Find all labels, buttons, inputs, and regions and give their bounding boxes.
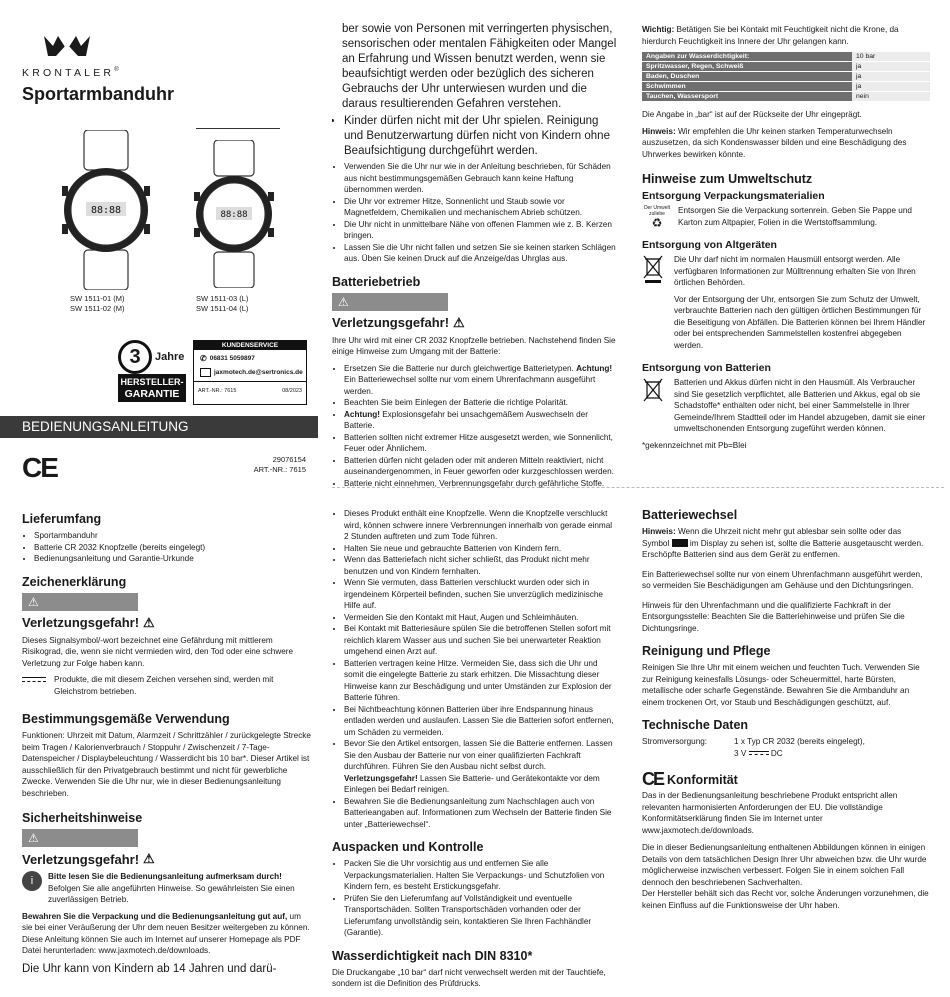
konform-p2: Die in dieser Bedienungsanleitung enthaltenen Abbildungen können in einigen Details von dem tatsächlichen Design Ihrer Uhr abweichen bzw. die Uhr wurde möglicherweise inzwischen verbessert. Folgen Sie in einem solchen Fall dennoch den beschriebenen Sachverhalten. (642, 843, 927, 887)
read-manual-text: Bitte lesen Sie die Bedienungsanleitung aufmerksam durch! Befolgen Sie alle angeführten Hinweise. So gewährleisten Sie einen zuverlässigen Betrieb. (48, 872, 295, 904)
list-item: • Packen Sie die Uhr vorsichtig aus und entfernen Sie alle Verpackungsmaterialien. Halten Sie Verpackungs- und Schutzfolien von Kindern fern, es besteht Erstickungsgefahr. (344, 858, 618, 893)
bestimmung-heading: Bestimmungsgemäße Verwendung (22, 712, 230, 726)
model-numbers-left: SW 1511-01 (M) SW 1511-02 (M) (70, 294, 125, 313)
battery-icon (672, 539, 688, 547)
read-manual-row (22, 871, 312, 911)
wechsel-p2: Ein Batteriewechsel sollte nur von einem Uhrenfachmann ausgeführt werden, so vermeiden Sie Beschädigungen am Gehäuse und den Dichtungsringen. (642, 569, 923, 590)
phone-icon: ✆ (200, 354, 207, 363)
bestimmung-text: Funktionen: Uhrzeit mit Datum, Alarmzeit / Schrittzähler / zurückgelegte Strecke beim Tragen / Kalorienverbrauch / Stoppuhr / Zwischenzeit / 7-Tage-Datenspeicher / Displaybeleuchtung / Wasserdicht bis 10 bar*. Dieser Artikel ist ausschließlich für den Privatgebrauch bestimmt und nicht für gewerbliche Zwecke. Verwenden Sie die Uhr nur, wie in dieser Bedienungsanleitung beschrieben. (22, 731, 311, 798)
list-item: • Batterien dürfen nicht geladen oder mit anderen Mitteln reaktiviert, nicht auseinandergenommen, in Feuer geworfen oder kurzgeschlossen werden. (344, 455, 618, 478)
warning-bar (22, 829, 138, 847)
list-item: • Vermeiden Sie den Kontakt mit Haut, Augen und Schleimhäuten. (344, 612, 618, 624)
warning-outline-icon: ⚠ (143, 614, 155, 630)
service-title: KUNDENSERVICE (194, 341, 306, 350)
tech-row (642, 736, 930, 759)
list-item: • Halten Sie neue und gebrauchte Batterien von Kindern fern. (344, 543, 618, 555)
altgeraete-row (642, 254, 930, 356)
wechsel-heading: Batteriewechsel (642, 508, 738, 522)
list-item: • Beachten Sie beim Einlegen der Batterie die richtige Polarität. (344, 397, 618, 409)
hinweis-text: Hinweis: Wir empfehlen die Uhr keinen starken Temperaturwechseln auszusetzen, da sich Kondenswasser bilden und eine Beschädigung des Uhrwerkes bewirken könnte. (642, 126, 907, 159)
safety-list (332, 161, 618, 265)
list-item: • Bewahren Sie die Bedienungsanleitung zum Nachschlagen auch von Batterieangaben auf. Informationen zum Wechseln der Batterie finden Sie unter „Batteriewechsel“. (344, 796, 618, 831)
list-item: • Wenn Sie vermuten, dass Batterien verschluckt wurden oder sich in irgendeinem Körperteil befinden, suchen Sie unverzüglich medizinische Hilfe auf. (344, 577, 618, 612)
children-cont: ber sowie von Personen mit verringerten physischen, sensorischen oder mentalen Fähigkeiten oder Mangel an Erfahrung und Wissen benutzt werden, wenn sie beaufsichtigt werden oder bezüglich des sicheren Gebrauchs der Uhr unterwiesen wurden und die daraus resultierenden Gefahren verstehen. (342, 23, 617, 110)
list-item: • Sportarmbanduhr (34, 530, 312, 542)
konform-heading: Konformität (667, 772, 738, 787)
customer-service-box (193, 340, 307, 405)
battery-list (332, 363, 618, 490)
krontaler-crown-icon (44, 34, 90, 58)
warning-triangle-icon: ⚠ (28, 594, 39, 609)
warning-bar (332, 293, 448, 311)
list-item: • Bedienungsanleitung und Garantie-Urkunde (34, 553, 312, 565)
list-item: • Wenn das Batteriefach nicht sicher schließt, das Produkt nicht mehr benutzen und von Kindern fernhalten. (344, 554, 618, 577)
table-row: Baden, Duschen ja (642, 72, 930, 82)
list-item: • Batterie CR 2032 Knopfzelle (bereits eingelegt) (34, 542, 312, 554)
injury-warning: Verletzungsgefahr! ⚠ (22, 851, 155, 867)
column-left-body (22, 512, 312, 977)
list-item: • Kinder dürfen nicht mit der Uhr spielen. Reinigung und Benutzerwartung dürfen nicht von Kindern ohne Beaufsichtigung durchgeführt werden. (344, 114, 618, 159)
watch-image-l (194, 140, 274, 288)
manual-banner: BEDIENUNGSANLEITUNG (0, 416, 318, 438)
technik-heading: Technische Daten (642, 718, 749, 732)
warranty-years-word: Jahre (155, 351, 185, 363)
column-right (642, 0, 934, 997)
zeichen-heading: Zeichenerklärung (22, 574, 127, 589)
list-item: • Batterie nicht einnehmen, Verbrennungsgefahr durch gefährliche Stoffe. (344, 478, 618, 490)
wasser-heading: Wasserdichtigkeit nach DIN 8310* (332, 948, 533, 963)
umwelt-heading: Hinweise zum Umweltschutz (642, 172, 813, 186)
table-row: Angaben zur Wasserdichtigkeit: 10 bar (642, 52, 930, 62)
verpackung-heading: Entsorgung Verpackungsmaterialien (642, 190, 825, 202)
list-item: • Batterien sollten nicht extremer Hitze ausgesetzt werden, wie Sonnenlicht, Feuer oder Ähnlichem. (344, 432, 618, 455)
batterie-heading: Batteriebetrieb (332, 274, 421, 289)
list-item: • Bei Kontakt mit Batteriesäure spülen Sie die betroffenen Stellen sofort mit reichlich klarem Wasser aus und suchen Sie bei unerwarteter Reaktion umgehend einen Arzt auf. (344, 623, 618, 658)
stromversorgung-voltage: 3 V DC (734, 748, 783, 758)
watch-size-line (196, 128, 280, 129)
konform-text: Das in der Bedienungsanleitung beschriebene Produkt entspricht allen relevanten harmonisierten Anforderungen der EU. Die vollständige Konformitätserklärung finden Sie im Internet unter www.jaxmotech.de/downloads. (642, 791, 898, 835)
keep-manual-text: Bewahren Sie die Verpackung und die Bedienungsanleitung gut auf, um sie bei einer Veräußerung der Uhr dem neuen Besitzer weitergeben zu können. Diese Anleitung können Sie auch im Internet auf unserer Homepage als PDF Datei herunterladen: www.jaxmotech.de/downloads. (22, 911, 310, 955)
dc-text: Produkte, die mit diesem Zeichen versehen sind, werden mit Gleichstrom betrieben. (54, 675, 274, 696)
crossed-bin-icon (642, 254, 666, 284)
batterie-intro: Ihre Uhr wird mit einer CR 2032 Knopfzelle betrieben. Nachstehend finden Sie einige Hinweise zum Umgang mit der Batterie: (332, 335, 616, 356)
warning-triangle-icon: ⚠ (338, 294, 349, 309)
list-item: • Achtung! Explosionsgefahr bei unsachgemäßem Auswechseln der Batterie. (344, 409, 618, 432)
warning-triangle-icon: ⚠ (28, 831, 39, 845)
service-art-number: ART.-NR.: 7615 (198, 388, 237, 394)
wechsel-p3: Hinweis für den Uhrenfachmann und die qualifizierte Fachkraft in der Entsorgungsstelle: Beachten Sie die Batteriehinweise und prüfen Sie die Dichtungsringe. (642, 600, 905, 633)
column-middle (332, 0, 618, 997)
altgeraete-text2: Vor der Entsorgung der Uhr, entsorgen Sie zum Schutz der Umwelt, verbrauchte Batterien nach den gültigen örtlichen Bestimmungen für die Beseitigung von Abfällen. Die Batterien können bei Ihrem Händler oder bei entsprechenden Sammelstellen kostenfrei abgegeben werden. (674, 294, 926, 350)
list-item: • Lassen Sie die Uhr nicht fallen und setzen Sie sie keinen starken Schlägen aus. Üben Sie keinen Druck auf die Anzeige/das Uhrglas aus. (344, 242, 618, 265)
ce-mark: CE (22, 452, 57, 483)
list-item: • Bei Nichtbeachtung können Batterien über ihre Endspannung hinaus entladen werden und auslaufen. Lassen Sie die Batterien sofort entfernen, um Schäden zu vermeiden. (344, 704, 618, 739)
dc-symbol-icon (22, 677, 46, 682)
injury-warning: Verletzungsgefahr! ⚠ (22, 614, 155, 630)
warranty-badge (118, 340, 186, 404)
reinigung-heading: Reinigung und Pflege (642, 644, 771, 658)
column-right-bottom (642, 508, 930, 916)
list-item: • Dieses Produkt enthält eine Knopfzelle. Wenn die Knopfzelle verschluckt wird, können schwere innere Verbrennungen innerhalb von gerade einmal 2 Stunden auftreten und zum Tode führen. (344, 508, 618, 543)
list-item: • Prüfen Sie den Lieferumfang auf Vollständigkeit und eventuelle Transportschäden. Sollten Transportschäden vorhanden oder der Lieferumfang unvollständig sein, kontaktieren Sie Ihren Fachhändler (Garantie). (344, 893, 618, 939)
column-left (0, 0, 318, 997)
verpackung-text: Entsorgen Sie die Verpackung sortenrein. Geben Sie Pappe und Karton zum Altpapier, Folien in die Wertstoffsammlung. (678, 206, 912, 227)
battery-safety-list (332, 508, 618, 830)
kinder-list (332, 114, 618, 159)
ce-small-mark: CE (642, 769, 664, 789)
reinigung-text: Reinigen Sie Ihre Uhr mit einem weichen und feuchten Tuch. Verwenden Sie zur Reinigung keinesfalls Lösungs- oder Scheuermittel, harte Bürsten, metallische oder scharfe Gegenstände. Bewahren Sie die Armbanduhr an einem trockenen Ort, vor Staub und Beschädigungen geschützt, auf. (642, 663, 920, 707)
wasser-text: Die Druckangabe „10 bar“ darf nicht verwechselt werden mit der Tauchtiefe, sondern ist die Definition des Prüfdrucks. (332, 967, 606, 988)
column-middle-top (332, 114, 618, 494)
table-row: Tauchen, Wassersport nein (642, 92, 930, 102)
warranty-label: HERSTELLER- GARANTIE (118, 374, 186, 402)
batterien-row (642, 377, 930, 440)
stromversorgung-label: Stromversorgung: (642, 737, 708, 746)
list-item: • Die Uhr vor extremer Hitze, Sonnenlicht und Staub sowie vor Magnetfeldern, Chemikalien und mechanischem Abrieb schützen. (344, 196, 618, 219)
service-phone: 06831 5059897 (209, 355, 255, 362)
stromversorgung-value: 1 x Typ CR 2032 (bereits eingelegt), (734, 737, 865, 746)
auspacken-heading: Auspacken und Kontrolle (332, 840, 484, 854)
pb-note: *gekennzeichnet mit Pb=Blei (642, 440, 747, 450)
article-codes: 29076154 ART.-NR.: 7615 (253, 455, 306, 474)
verpackung-row (642, 205, 930, 233)
service-date: 08/2023 (282, 388, 302, 394)
auspacken-list (332, 858, 618, 939)
column-right-top (642, 24, 930, 456)
svg-text:88:88: 88:88 (220, 210, 248, 220)
model-numbers-right: SW 1511-03 (L) SW 1511-04 (L) (196, 294, 249, 313)
batterien-text: Batterien und Akkus dürfen nicht in den Hausmüll. Als Verbraucher sind Sie gesetzlich verpflichtet, alle Batterien und Akkus, egal ob sie Schadstoffe* enthalten oder nicht, bei einer Sammelstelle in Ihrer Gemeinde/Ihrem Stadtteil oder im Handel abzugeben, damit sie einer umweltschonenden Entsorgung zugeführt werden können. (674, 378, 926, 433)
column-middle-bottom (332, 508, 618, 995)
lieferumfang-list (22, 530, 312, 565)
list-item: • Verwenden Sie die Uhr nur wie in der Anleitung beschrieben, für Schäden aus nicht bestimmungsgemäßen Gebrauch kann keine Haftung übernommen werden. (344, 161, 618, 196)
water-table (642, 52, 930, 101)
list-item: • Bevor Sie den Artikel entsorgen, lassen Sie die Batterie entfernen. Lassen Sie den Ausbau der Batterie nur von einer qualifizierten Fachkraft durchführen. Führen Sie den Ausbau nicht selbst durch. Verletzungsgefahr! Lassen Sie Batterie- und Gerätekontakte vor dem Einlegen bei Bedarf reinigen. (344, 738, 618, 796)
table-row: Spritzwasser, Regen, Schweiß ja (642, 62, 930, 72)
email-icon (200, 368, 211, 377)
wichtig-text: Wichtig: Betätigen Sie bei Kontakt mit Feuchtigkeit nicht die Krone, da hierdurch Feuchtigkeit ins Innere der Uhr gelangen kann. (642, 25, 899, 46)
svg-text:88:88: 88:88 (90, 205, 122, 216)
service-email: jaxmotech.de@sertronics.de (214, 369, 303, 376)
sicherheit-heading: Sicherheitshinweise (22, 811, 143, 825)
altgeraete-text1: Die Uhr darf nicht im normalen Hausmüll entsorgt werden. Alle verfügbaren Informationen zur Mülltrennung erhalten Sie von Ihren örtlichen Behörden. (674, 255, 916, 287)
brand-name: KRONTALER® (22, 67, 119, 79)
zeichen-text: Dieses Signalsymbol/-wort bezeichnet eine Gefährdung mit mittlerem Risikograd, die, wenn sie nicht vermieden wird, den Tod oder eine schwere Verletzung zur Folge haben kann. (22, 635, 294, 668)
table-row: Schwimmen ja (642, 82, 930, 92)
list-item: • Ersetzen Sie die Batterie nur durch gleichwertige Batterietypen. Achtung! Ein Batteriewechsel sollte nur vom einem Uhrenfachmann ausgeführt werden. (344, 363, 618, 398)
warning-bar (22, 593, 138, 611)
warning-outline-icon: ⚠ (143, 851, 155, 866)
injury-warning: Verletzungsgefahr! ⚠ (332, 314, 465, 330)
batterien-heading: Entsorgung von Batterien (642, 362, 771, 374)
bar-note: Die Angabe in „bar“ ist auf der Rückseite der Uhr eingeprägt. (642, 110, 862, 119)
product-title: Sportarmbanduhr (22, 84, 175, 104)
crossed-bin-icon (642, 377, 666, 405)
warranty-years-number: 3 (118, 340, 152, 374)
dc-row (22, 674, 312, 702)
watch-image-m (62, 130, 150, 290)
warning-outline-icon: ⚠ (453, 314, 465, 330)
konform-heading-row (642, 769, 930, 790)
list-item: • Batterien vertragen keine Hitze. Vermeiden Sie, dass sich die Uhr und somit die eingelegte Batterie zu stark erhitzen. Die Missachtung dieser Hinweise kann zur Beschädigung und unter Umständen zur Explosion der Batterie führen. (344, 658, 618, 704)
list-item: • Die Uhr nicht in unmittelbare Nähe von offenen Flammen wie z. B. Kerzen bringen. (344, 219, 618, 242)
recycle-icon: Der Umwelt zuliebe ♻ (643, 205, 671, 230)
children-start: Die Uhr kann von Kindern ab 14 Jahren und darü- (22, 962, 277, 975)
wechsel-text: Hinweis: Wenn die Uhrzeit nicht mehr gut ablesbar sein sollte oder das Symbol im Display zu sehen ist, sollte die Batterie ausgetauscht werden. Erschöpfte Batterien sind aus dem Gerät zu entfernen. (642, 527, 924, 559)
altgeraete-heading: Entsorgung von Altgeräten (642, 239, 777, 251)
dc-symbol-icon (749, 751, 769, 755)
konform-p3: Der Hersteller behält sich das Recht vor, solche Änderungen vorzunehmen, die keinen Einfluss auf die Funktionsweise der Uhr haben. (642, 889, 929, 910)
lieferumfang-heading: Lieferumfang (22, 512, 102, 526)
read-manual-icon: i (22, 871, 42, 891)
